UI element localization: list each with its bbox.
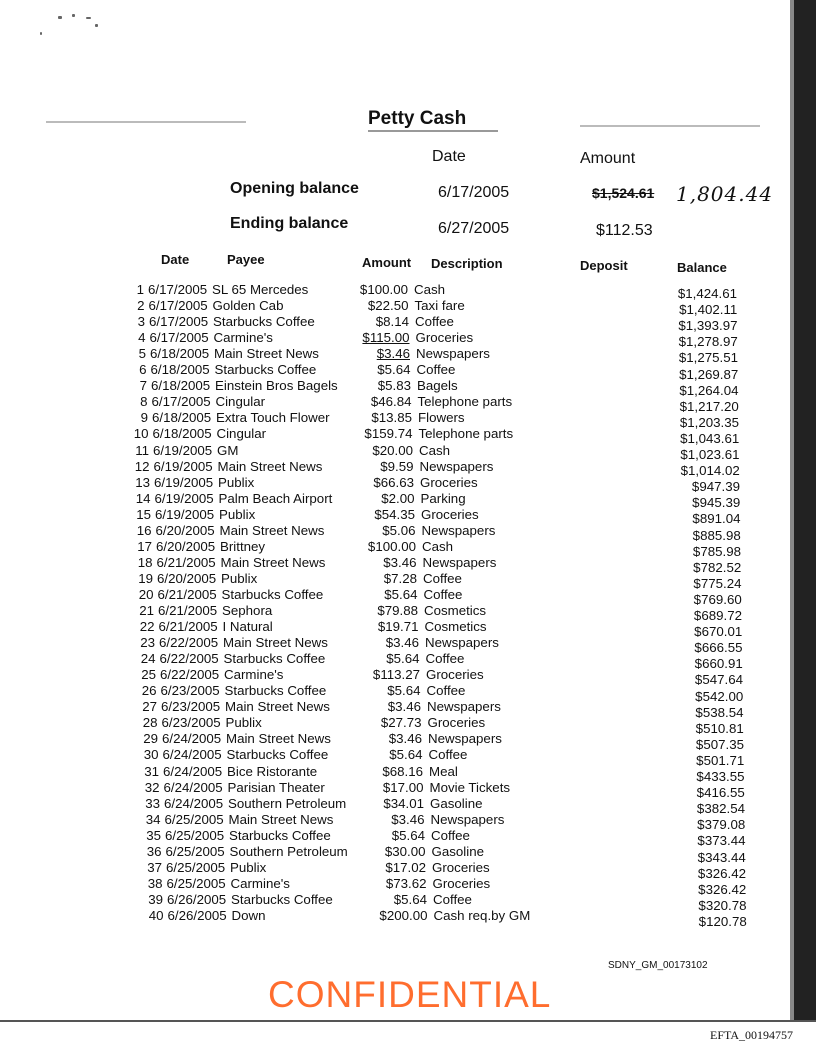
row-description: Groceries — [421, 506, 479, 522]
row-date: 6/21/2005 — [156, 554, 216, 570]
row-balance: $1,014.02 — [680, 463, 740, 479]
row-amount: $27.73 — [380, 715, 422, 731]
row-date: 6/25/2005 — [166, 859, 226, 875]
row-description: Coffee — [425, 651, 465, 667]
row-payee: Main Street News — [225, 699, 330, 715]
opening-balance-date: 6/17/2005 — [438, 184, 510, 201]
row-number: 38 — [147, 875, 163, 891]
row-balance: $120.78 — [698, 913, 747, 929]
row-amount: $3.46 — [385, 635, 419, 651]
row-description: Telephone parts — [417, 394, 513, 410]
row-amount: $5.64 — [384, 586, 418, 602]
row-description: Newspapers — [419, 458, 494, 474]
row-balance: $542.00 — [695, 688, 744, 704]
row-amount: $3.46 — [383, 554, 417, 570]
row-date: 6/26/2005 — [167, 907, 227, 923]
row-balance: $507.35 — [695, 736, 744, 752]
row-date: 6/18/2005 — [152, 410, 212, 426]
row-number: 25 — [141, 667, 156, 683]
row-payee: Main Street News — [217, 458, 323, 474]
row-date: 6/19/2005 — [153, 458, 213, 474]
row-amount: $5.64 — [377, 362, 411, 378]
row-payee: Sephora — [222, 603, 273, 618]
row-description: Groceries — [427, 715, 486, 731]
row-payee: Starbucks Coffee — [214, 362, 317, 378]
page-title: Petty Cash — [368, 108, 467, 129]
row-payee: Starbucks Coffee — [223, 651, 326, 667]
row-balance: $373.44 — [697, 833, 746, 849]
row-description: Parking — [420, 490, 466, 506]
row-balance: $416.55 — [696, 785, 745, 801]
scan-edge-shadow — [790, 0, 794, 1020]
row-description: Gasoline — [430, 795, 483, 811]
row-date: 6/23/2005 — [161, 699, 221, 715]
row-number: 14 — [135, 490, 151, 506]
row-balance: $1,275.51 — [678, 350, 738, 366]
row-description: Bagels — [417, 378, 458, 394]
row-number: 24 — [140, 651, 156, 667]
row-balance: $666.55 — [694, 640, 743, 656]
row-number: 28 — [142, 715, 158, 731]
doc-id: SDNY_GM_00173102 — [608, 960, 708, 971]
row-number: 31 — [144, 763, 159, 779]
row-balance: $326.42 — [698, 881, 747, 897]
row-description: Newspapers — [416, 346, 490, 362]
row-date: 6/21/2005 — [158, 603, 218, 618]
row-balance: $382.54 — [696, 801, 745, 817]
row-date: 6/23/2005 — [161, 715, 221, 731]
row-amount: $7.28 — [383, 570, 417, 586]
row-description: Cash — [419, 442, 451, 458]
row-description: Telephone parts — [418, 426, 514, 442]
scan-speck — [86, 17, 91, 19]
scan-line-right — [580, 125, 760, 127]
row-balance: $1,402.11 — [679, 302, 738, 318]
row-amount: $5.64 — [393, 891, 427, 907]
row-date: 6/25/2005 — [164, 811, 224, 827]
row-description: Newspapers — [427, 699, 501, 715]
row-description: Groceries — [420, 474, 478, 490]
row-payee: Extra Touch Flower — [216, 410, 330, 426]
row-date: 6/20/2005 — [156, 538, 216, 554]
scan-speck — [58, 16, 62, 19]
row-description: Groceries — [432, 859, 490, 875]
ending-balance-label: Ending balance — [230, 215, 349, 232]
col-balance: Balance — [677, 260, 727, 275]
row-balance: $433.55 — [696, 769, 745, 784]
row-amount: $2.00 — [381, 490, 415, 506]
row-number: 4 — [138, 330, 146, 346]
row-amount: $66.63 — [373, 474, 414, 490]
confidential-stamp: CONFIDENTIAL — [268, 974, 552, 1015]
col-deposit: Deposit — [580, 258, 628, 273]
row-balance: $1,278.97 — [678, 334, 738, 350]
scan-speck — [72, 14, 75, 17]
row-description: Coffee — [426, 683, 466, 699]
row-number: 17 — [137, 538, 152, 554]
header-date-label: Date — [432, 148, 466, 165]
row-number: 23 — [140, 635, 155, 651]
row-number: 27 — [142, 699, 157, 715]
row-balance: $885.98 — [692, 527, 741, 543]
row-amount: $115.00 — [362, 330, 410, 346]
row-payee: Starbucks Coffee — [221, 586, 324, 602]
ending-balance-date: 6/27/2005 — [438, 220, 510, 237]
row-number: 32 — [144, 779, 160, 795]
row-payee: Starbucks Coffee — [213, 314, 315, 330]
row-number: 35 — [146, 827, 161, 843]
row-number: 3 — [137, 314, 145, 330]
row-description: Taxi fare — [414, 298, 465, 314]
row-payee: Publix — [225, 715, 262, 731]
row-date: 6/25/2005 — [165, 843, 225, 859]
row-balance: $501.71 — [696, 752, 745, 768]
row-number: 7 — [139, 378, 147, 394]
row-date: 6/22/2005 — [159, 651, 219, 667]
row-amount: $79.88 — [377, 603, 418, 618]
row-description: Gasoline — [431, 843, 484, 859]
col-description: Description — [431, 256, 503, 271]
row-payee: Cingular — [216, 426, 267, 442]
row-payee: Starbucks Coffee — [231, 891, 333, 907]
scan-speck — [40, 32, 42, 35]
bottom-rule — [0, 1020, 816, 1022]
row-balance: $379.08 — [697, 817, 746, 833]
row-description: Coffee — [433, 891, 472, 907]
row-number: 36 — [146, 843, 162, 859]
row-payee: Publix — [221, 570, 258, 586]
row-number: 11 — [135, 442, 149, 458]
row-description: Meal — [429, 763, 458, 779]
row-balance: $547.64 — [694, 672, 743, 688]
row-balance: $343.44 — [697, 849, 746, 865]
row-payee: I Natural — [222, 619, 273, 635]
row-description: Newspapers — [425, 635, 499, 651]
row-payee: Parisian Theater — [227, 779, 325, 795]
row-number: 10 — [133, 426, 149, 442]
row-amount: $100.00 — [359, 282, 408, 297]
scan-speck — [95, 24, 98, 27]
row-amount: $5.64 — [386, 651, 420, 667]
row-payee: SL 65 Mercedes — [212, 282, 309, 297]
row-description: Coffee — [423, 570, 462, 586]
row-balance: $689.72 — [693, 608, 742, 623]
row-date: 6/24/2005 — [162, 747, 222, 763]
row-date: 6/25/2005 — [165, 827, 225, 843]
row-payee: Main Street News — [220, 554, 326, 570]
row-number: 5 — [138, 346, 146, 362]
row-description: Flowers — [418, 410, 465, 426]
row-number: 9 — [140, 410, 148, 426]
row-amount: $17.00 — [382, 779, 424, 795]
row-date: 6/17/2005 — [148, 298, 208, 314]
row-date: 6/21/2005 — [158, 619, 218, 635]
row-payee: Carmine's — [230, 875, 290, 891]
row-balance: $947.39 — [691, 479, 740, 495]
row-description: Cosmetics — [424, 619, 487, 635]
row-amount: $34.01 — [383, 795, 424, 811]
row-balance: $510.81 — [695, 720, 744, 736]
row-date: 6/24/2005 — [164, 795, 224, 811]
row-date: 6/18/2005 — [150, 346, 210, 362]
row-description: Groceries — [426, 667, 484, 683]
row-number: 30 — [143, 747, 159, 763]
row-payee: GM — [217, 442, 239, 458]
row-number: 22 — [139, 619, 155, 635]
row-amount: $5.64 — [387, 683, 421, 699]
row-payee: Publix — [219, 506, 256, 522]
row-number: 34 — [145, 811, 161, 827]
row-amount: $159.74 — [364, 426, 413, 442]
row-payee: Starbucks Coffee — [226, 747, 329, 763]
row-date: 6/24/2005 — [162, 731, 222, 747]
row-payee: Down — [231, 907, 266, 923]
row-payee: Carmine's — [213, 330, 273, 346]
row-balance: $769.60 — [693, 591, 742, 607]
row-payee: Main Street News — [226, 731, 331, 747]
row-payee: Bice Ristorante — [227, 763, 318, 779]
row-number: 15 — [136, 506, 151, 522]
row-balance: $1,203.35 — [679, 414, 739, 430]
row-balance: $326.42 — [697, 865, 746, 881]
row-amount: $73.62 — [385, 875, 427, 891]
row-amount: $3.46 — [388, 731, 422, 747]
row-payee: Southern Petroleum — [229, 843, 348, 859]
row-description: Coffee — [423, 586, 463, 602]
row-description: Newspapers — [430, 811, 505, 827]
opening-balance-struck: $1,524.61 — [592, 185, 655, 201]
row-amount: $5.83 — [377, 378, 411, 394]
row-balance: $538.54 — [695, 704, 744, 720]
row-date: 6/26/2005 — [167, 891, 227, 907]
row-payee: Main Street News — [223, 635, 328, 651]
row-number: 20 — [138, 586, 154, 602]
row-amount: $20.00 — [372, 442, 413, 458]
row-balance: $1,023.61 — [680, 447, 740, 462]
row-amount: $5.64 — [389, 747, 423, 763]
row-date: 6/20/2005 — [155, 522, 215, 538]
row-amount: $3.46 — [387, 699, 421, 715]
row-amount: $113.27 — [372, 667, 420, 683]
row-number: 21 — [139, 603, 154, 618]
row-number: 13 — [135, 474, 150, 490]
row-payee: Carmine's — [224, 667, 284, 683]
row-date: 6/24/2005 — [163, 763, 223, 779]
row-date: 6/24/2005 — [163, 779, 223, 795]
row-description: Newspapers — [428, 731, 502, 747]
row-balance: $782.52 — [693, 559, 742, 575]
row-balance: $775.24 — [693, 575, 742, 591]
row-description: Cosmetics — [424, 603, 487, 618]
row-date: 6/20/2005 — [157, 570, 217, 586]
row-number: 6 — [139, 362, 147, 378]
scan-line-left — [46, 121, 246, 123]
row-number: 37 — [147, 859, 162, 875]
footer-id: EFTA_00194757 — [710, 1028, 794, 1042]
row-amount: $17.02 — [385, 859, 426, 875]
opening-balance-label: Opening balance — [230, 180, 359, 197]
row-payee: Palm Beach Airport — [218, 490, 333, 506]
row-balance: $1,264.04 — [679, 382, 739, 398]
row-balance: $945.39 — [692, 495, 741, 511]
row-payee: Publix — [218, 474, 255, 490]
row-number: 12 — [134, 458, 150, 474]
row-amount: $68.16 — [382, 763, 423, 779]
row-date: 6/22/2005 — [159, 635, 219, 651]
row-date: 6/17/2005 — [149, 314, 209, 330]
row-amount: $54.35 — [374, 506, 415, 522]
row-date: 6/18/2005 — [152, 426, 212, 442]
row-number: 40 — [148, 907, 164, 923]
row-number: 2 — [137, 298, 145, 314]
row-amount: $22.50 — [367, 298, 409, 314]
row-amount: $5.64 — [391, 827, 425, 843]
row-date: 6/18/2005 — [151, 378, 211, 394]
row-description: Coffee — [416, 362, 456, 378]
ending-balance-amount: $112.53 — [596, 222, 653, 239]
row-amount: $100.00 — [367, 538, 416, 554]
row-date: 6/17/2005 — [148, 282, 208, 297]
row-description: Newspapers — [421, 522, 496, 538]
row-amount: $19.71 — [377, 619, 419, 635]
opening-balance-handwritten: 1,804.44 — [676, 182, 774, 206]
row-date: 6/19/2005 — [154, 490, 214, 506]
col-date: Date — [161, 252, 190, 267]
row-amount: $200.00 — [379, 907, 428, 923]
row-balance: $320.78 — [698, 897, 747, 913]
row-description: Coffee — [415, 314, 454, 330]
row-payee: Golden Cab — [212, 298, 284, 314]
row-description: Cash — [422, 538, 454, 554]
col-payee: Payee — [227, 252, 265, 267]
row-description: Coffee — [431, 827, 470, 843]
row-date: 6/19/2005 — [153, 442, 213, 458]
row-number: 19 — [138, 570, 153, 586]
row-payee: Main Street News — [219, 522, 325, 538]
row-number: 8 — [140, 394, 148, 410]
row-payee: Publix — [230, 859, 267, 875]
row-number: 33 — [145, 795, 160, 811]
col-amount: Amount — [362, 255, 412, 270]
row-balance: $670.01 — [694, 624, 743, 640]
row-number: 16 — [136, 522, 152, 538]
row-payee: Main Street News — [228, 811, 334, 827]
row-amount: $13.85 — [371, 410, 412, 426]
row-date: 6/17/2005 — [149, 330, 209, 346]
row-payee: Southern Petroleum — [228, 795, 347, 811]
row-date: 6/22/2005 — [160, 667, 220, 683]
row-balance: $891.04 — [692, 511, 741, 527]
row-amount: $8.14 — [375, 314, 409, 330]
row-balance: $785.98 — [692, 543, 741, 559]
row-amount: $30.00 — [384, 843, 426, 859]
row-number: 1 — [136, 282, 144, 297]
row-date: 6/19/2005 — [155, 506, 215, 522]
row-balance: $1,269.87 — [679, 366, 739, 382]
row-number: 39 — [148, 891, 163, 907]
header-amount-label: Amount — [580, 150, 636, 167]
scan-edge — [794, 0, 816, 1020]
row-description: Cash — [414, 282, 446, 297]
row-date: 6/17/2005 — [151, 394, 211, 410]
row-balance: $660.91 — [694, 656, 743, 672]
row-description: Newspapers — [422, 554, 497, 570]
row-amount: $9.59 — [380, 458, 414, 474]
row-payee: Starbucks Coffee — [229, 827, 331, 843]
row-amount: $3.46 — [376, 346, 410, 362]
row-amount: $3.46 — [391, 811, 425, 827]
row-description: Groceries — [432, 875, 491, 891]
row-balance: $1,217.20 — [679, 398, 739, 414]
row-payee: Brittney — [220, 538, 266, 554]
row-payee: Main Street News — [214, 346, 319, 362]
row-description: Cash req.by GM — [433, 907, 531, 923]
row-payee: Cingular — [215, 394, 266, 410]
row-number: 18 — [137, 554, 153, 570]
row-date: 6/19/2005 — [154, 474, 214, 490]
row-date: 6/25/2005 — [166, 875, 226, 891]
row-balance: $1,424.61 — [677, 286, 737, 301]
row-date: 6/21/2005 — [157, 586, 217, 602]
row-date: 6/18/2005 — [150, 362, 210, 378]
row-balance: $1,393.97 — [678, 318, 738, 334]
row-balance: $1,043.61 — [680, 430, 740, 446]
row-date: 6/23/2005 — [160, 683, 220, 699]
row-amount: $46.84 — [370, 394, 412, 410]
title-underline — [368, 130, 498, 132]
row-amount: $5.06 — [382, 522, 416, 538]
row-payee: Einstein Bros Bagels — [215, 378, 338, 394]
row-description: Movie Tickets — [429, 779, 511, 795]
row-description: Groceries — [415, 330, 474, 346]
row-number: 26 — [141, 683, 157, 699]
row-description: Coffee — [428, 747, 468, 763]
row-payee: Starbucks Coffee — [224, 683, 327, 699]
row-number: 29 — [143, 731, 158, 747]
